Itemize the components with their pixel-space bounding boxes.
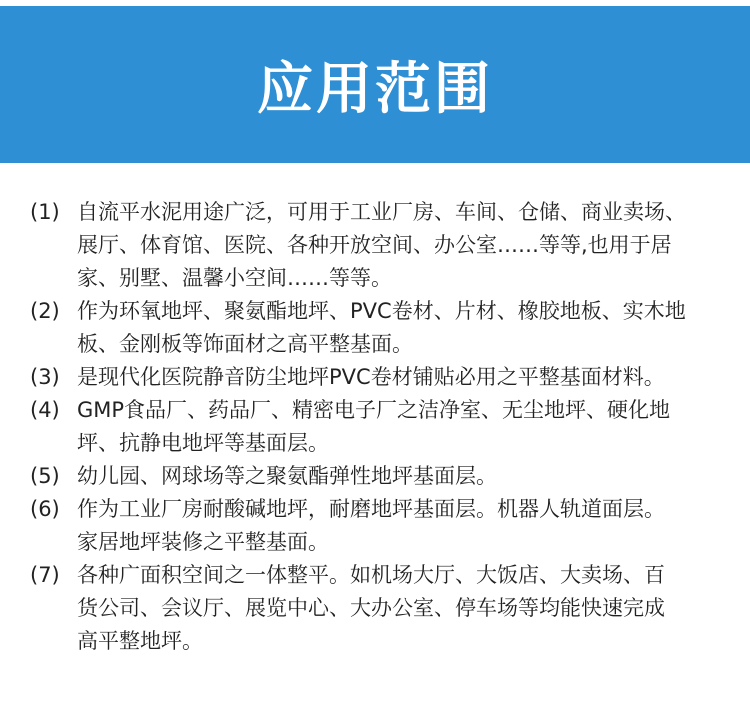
list-item-3 <box>30 361 735 394</box>
title-banner <box>0 6 750 163</box>
item-number: (5) <box>30 464 60 488</box>
application-list <box>30 196 735 658</box>
item-number: (7) <box>30 563 60 587</box>
item-text: 作为工业厂房耐酸碱地坪，耐磨地坪基面层。机器人轨道面层。 家居地坪装修之平整基面。 <box>77 497 665 554</box>
item-text: GMP食品厂、药品厂、精密电子厂之洁净室、无尘地坪、硬化地 坪、抗静电地坪等基面层。 <box>77 398 671 455</box>
item-text: 幼儿园、网球场等之聚氨酯弹性地坪基面层。 <box>77 464 497 488</box>
list-item-2 <box>30 295 735 361</box>
list-item-5 <box>30 460 735 493</box>
list-item-1 <box>30 196 735 295</box>
item-text: 各种广面积空间之一体整平。如机场大厅、大饭店、大卖场、百 货公司、会议厅、展览中心、大办公室、停车场等均能快速完成 高平整地坪。 <box>77 563 665 653</box>
list-item-7 <box>30 559 735 658</box>
item-text: 作为环氧地坪、聚氨酯地坪、PVC卷材、片材、橡胶地板、实木地 板、金刚板等饰面材之高平整基面。 <box>77 299 686 356</box>
page-title: 应用范围 <box>257 56 493 122</box>
item-number: (3) <box>30 365 60 389</box>
item-text: 是现代化医院静音防尘地坪PVC卷材铺贴必用之平整基面材料。 <box>77 365 665 389</box>
item-text: 自流平水泥用途广泛，可用于工业厂房、车间、仓储、商业卖场、 展厅、体育馆、医院、各种开放空间、办公室……等等,也用于居 家、别墅、温馨小空间……等等。 <box>77 200 686 290</box>
item-number: (1) <box>30 200 60 224</box>
list-item-4 <box>30 394 735 460</box>
item-number: (6) <box>30 497 60 521</box>
item-number: (2) <box>30 299 60 323</box>
list-item-6 <box>30 493 735 559</box>
item-number: (4) <box>30 398 60 422</box>
